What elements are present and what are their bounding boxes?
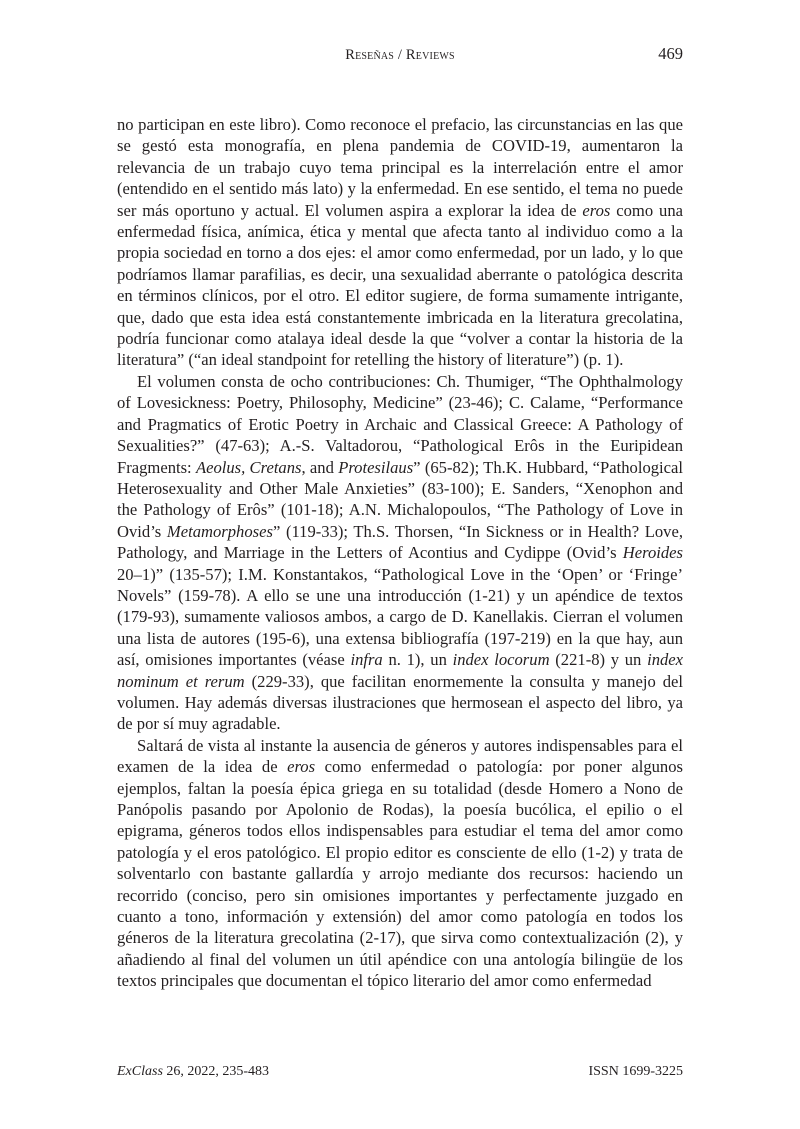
paragraph-1 <box>117 114 683 371</box>
italic-text: Aeolus, Cretans <box>195 457 302 477</box>
paragraph-2 <box>117 371 683 735</box>
italic-text: infra <box>350 650 383 670</box>
italic-text: Heroides <box>622 543 683 563</box>
italic-text: Protesilaus <box>338 457 414 477</box>
running-title: Reseñas / Reviews <box>345 47 455 63</box>
journal-citation <box>117 1064 269 1080</box>
italic-text: index nominum et rerum <box>117 650 684 691</box>
italic-text: index locorum <box>452 650 550 670</box>
journal-name: ExClass <box>117 1064 163 1079</box>
text-run: , and <box>301 457 339 477</box>
text-run: Saltará de vista al instante la ausencia de géneros y autores indispensables para el examen de la idea de <box>117 735 683 777</box>
paragraph-3 <box>117 735 683 992</box>
text-run: no participan en este libro). Como reconoce el prefacio, las circunstancias en las que se gestó esta monografía, en plena pandemia de COVID-19, aumentaron la relevancia de un trabajo cuyo tema principal es la interrelación entre el amor (entendido en el sentido más lato) y la enfermedad. En ese sentido, el tema no puede ser más oportuno y actual. El volumen aspira a explorar la idea de <box>117 115 683 220</box>
body-text <box>117 114 683 992</box>
text-run: ” (119-33); Th.S. Thorsen, “In Sickness or in Health? Love, Pathology, and Marriage in the Letters of Acontius and Cydippe (Ovid’s <box>117 521 683 563</box>
text-run: n. 1), un <box>382 650 453 670</box>
text-run: como enfermedad o patología: por poner algunos ejemplos, faltan la poesía épica griega en su totalidad (desde Homero a Nono de Panópolis pasando por Apolonio de Rodas), la poesía bucólica, el epilio o el epigrama, géneros todos ellos indispensables para estudiar el tema del amor como patología y el eros patológico. El propio editor es consciente de ello (1-2) y trata de solventarlo con bastante gallardía y arrojo mediante dos recursos: haciendo un recorrido (conciso, pero sin omisiones importantes y perfectamente juzgado en cuanto a tono, información y extensión) del amor como patología en todos los géneros de la literatura grecolatina (2-17), que sirva como contextualización (2), y añadiendo al final del volumen un útil apéndice con una antología bilingüe de los textos principales que documentan el tópico literario del amor como enfermedad <box>117 757 683 991</box>
text-run: El volumen consta de ocho contribuciones: Ch. Thumiger, “The Ophthalmology of Lovesickness: Poetry, Philosophy, Medicine” (23-46); C. Calame, “Performance and Pragmatics of Erotic Poetry in Archaic and Classical Greece: A Pathology of Sexualities?” (47-63); A.-S. Valtadorou, “Pathological Erôs in the Euripidean Fragments: <box>117 371 683 477</box>
text-run: (221-8) y un <box>549 650 648 670</box>
running-header <box>0 44 800 68</box>
text-run: 20–1)” (135-57); I.M. Konstantakos, “Pathological Love in the ‘Open’ or ‘Fringe’ Novels” (159-78). A ello se une una introducción (1-21) y un apéndice de textos (179-93), sumamente valiosos ambos, a cargo de D. Kanellakis. Cierran el volumen una lista de autores (195-6), una extensa bibliografía (197-219) en la que hay, aun así, omisiones importantes (véase <box>117 564 683 670</box>
italic-text: eros <box>582 200 611 220</box>
page-number: 469 <box>658 44 683 63</box>
citation-details: 26, 2022, 235-483 <box>162 1064 270 1079</box>
page-footer <box>117 1064 683 1084</box>
text-run: como una enfermedad física, anímica, ética y mental que afecta tanto al individuo como a la propia sociedad en torno a dos ejes: el amor como enfermedad, por un lado, y lo que podríamos llamar parafilias, es decir, una sexualidad aberrante o patológica descrita en términos clínicos, por el otro. El editor sugiere, de forma sumamente intrigante, que, dado que esta idea está constantemente imbricada en la literatura grecolatina, podría funcionar como atalaya ideal desde la que “volver a contar la historia de la literatura” (“an ideal standpoint for retelling the history of literature”) (p. 1). <box>117 200 684 370</box>
text-run: (229-33), que facilitan enormemente la consulta y manejo del volumen. Hay además diversas ilustraciones que hermosean el aspecto del libro, ya de por sí muy agradable. <box>117 671 683 734</box>
text-run: ” (65-82); Th.K. Hubbard, “Pathological Heterosexuality and Other Male Anxieties” (83-100); E. Sanders, “Xenophon and the Pathology of Erôs” (101-18); A.N. Michalopoulos, “The Pathology of Love in Ovid’s <box>117 457 684 541</box>
italic-text: eros <box>287 757 316 777</box>
italic-text: Metamorphoses <box>166 521 273 541</box>
issn: ISSN 1699-3225 <box>588 1064 683 1079</box>
